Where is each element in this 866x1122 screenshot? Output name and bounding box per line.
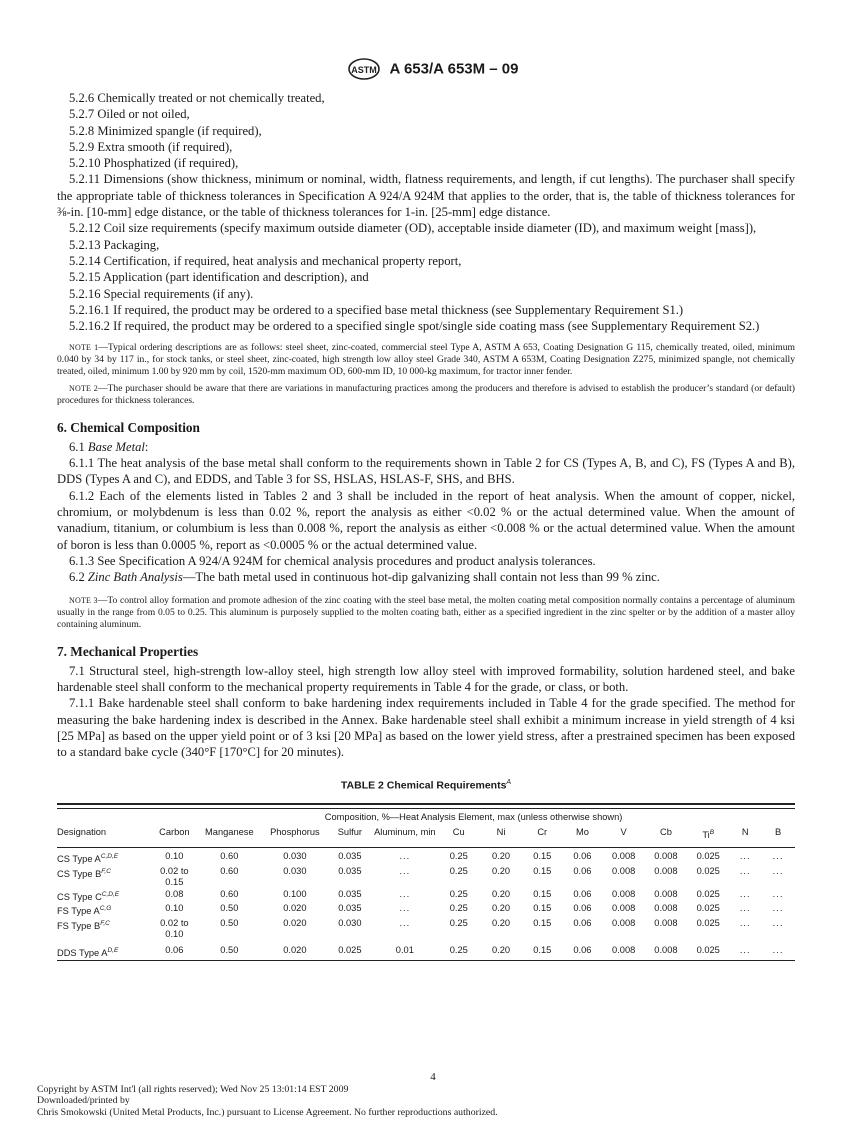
table-cell: ... <box>399 917 411 928</box>
table-cell: 0.60 <box>220 888 239 899</box>
table-cell: 0.035 <box>338 888 362 899</box>
column-header-ti <box>687 827 729 848</box>
note-label: NOTE 2 <box>69 384 98 394</box>
designation-text: CS Type C <box>57 891 102 902</box>
table-cell: 0.15 <box>533 888 552 899</box>
table-row <box>57 903 795 918</box>
table-cell: 0.25 <box>449 903 468 914</box>
table-cell: 0.025 <box>338 945 362 956</box>
table-cell: ... <box>772 888 784 899</box>
table-cell: 0.035 <box>338 903 362 914</box>
footer-line: Copyright by ASTM Int'l (all rights reserved); Wed Nov 25 13:01:14 EST 2009 <box>37 1084 349 1095</box>
table-row <box>57 918 795 941</box>
note-label: NOTE 3 <box>69 596 98 606</box>
table-cell: 0.20 <box>491 851 511 862</box>
table-cell: ... <box>772 865 784 876</box>
table-cell: ... <box>739 945 751 956</box>
designation-footnote: F,C <box>100 919 110 927</box>
row-designation <box>57 918 152 941</box>
page-footer <box>37 1084 498 1118</box>
note-text: —Typical ordering descriptions are as follows: steel sheet, zinc-coated, commercial steel Type A, ASTM A 653, Coating Designation G 115, chemically treated, oiled, minimum 0.040 by 34 by 117 in., for stock tanks, or steel sheet, zinc-coated, high strength low alloy steel Grade 340, ASTM A 653M, Coating Designation Z275, minimized spangle, not chemically treated, oiled, minimum 1.00 by 920 mm by coil, 1520-mm maximum OD, 600-mm ID, 10 000-kg maximum, for tractor inner fender. <box>57 342 795 378</box>
table-cell: 0.60 <box>220 865 239 876</box>
table-cell: ... <box>399 865 411 876</box>
table-cell: 0.008 <box>612 917 636 928</box>
table-cell: 0.25 <box>449 888 468 899</box>
list-item: 5.2.7 Oiled or not oiled, <box>69 107 190 122</box>
note-1 <box>57 342 795 378</box>
column-header: Manganese <box>205 826 254 837</box>
page-number: 4 <box>430 1071 436 1083</box>
table-cell: 0.008 <box>612 945 636 956</box>
table-cell: 0.02 to 0.10 <box>160 917 189 939</box>
list-item: 5.2.14 Certification, if required, heat analysis and mechanical property report, <box>69 253 462 268</box>
table-cell: 0.15 <box>533 945 552 956</box>
page-header <box>0 58 866 80</box>
clause-number: 6.2 <box>69 570 88 585</box>
table-row <box>57 866 795 889</box>
astm-logo-icon <box>348 58 380 80</box>
table-cell: 0.25 <box>449 917 468 928</box>
paragraph-6-1-3: 6.1.3 See Specification A 924/A 924M for chemical analysis procedures and product analysis tolerances. <box>69 553 596 568</box>
row-designation <box>57 889 152 904</box>
column-header: N <box>741 826 749 837</box>
table-cell: 0.020 <box>283 903 307 914</box>
table-cell: 0.50 <box>220 903 239 914</box>
table-cell: 0.020 <box>283 945 307 956</box>
footer-line: Chris Smokowski (United Metal Products, Inc.) pursuant to License Agreement. No further reproductions authorized. <box>37 1106 498 1118</box>
column-header: Sulfur <box>337 826 362 837</box>
row-designation <box>57 940 152 960</box>
table-cell: 0.008 <box>654 888 678 899</box>
section-heading: 7. Mechanical Properties <box>57 644 199 660</box>
document-title: A 653/A 653M – 09 <box>389 60 519 78</box>
table-cell: 0.020 <box>283 917 307 928</box>
table-cell: ... <box>399 903 411 914</box>
table-cell: 0.008 <box>654 917 678 928</box>
table-cell: ... <box>399 888 411 899</box>
list-item: 5.2.13 Packaging, <box>69 237 160 252</box>
designation-text: CS Type A <box>57 854 101 865</box>
table-cell: 0.50 <box>220 917 239 928</box>
column-header: Ni <box>496 826 506 837</box>
paragraph-6-1-2: 6.1.2 Each of the elements listed in Tables 2 and 3 shall be included in the report of heat analysis. When the amount of copper, nickel, chromium, or molybdenum is less than 0.02 %, report the analysis as either <0.02 % or the actual determined value. When the amount of vanadium, titanium, or columbium is less than 0.008 %, report the analysis as either <0.008 % or the actual determined value. When the amount of boron is less than 0.0005 %, report as <0.0005 % or the actual determined value. <box>57 488 795 552</box>
footer-line: Downloaded/printed by <box>37 1095 130 1107</box>
span-header: Composition, %—Heat Analysis Element, max (unless otherwise shown) <box>324 812 623 823</box>
table-cell: 0.25 <box>449 851 468 862</box>
table-cell: 0.25 <box>449 865 468 876</box>
table-row <box>57 889 795 904</box>
table-cell: 0.20 <box>491 945 511 956</box>
table-cell: 0.025 <box>696 865 720 876</box>
table-title-footnote: A <box>506 778 512 786</box>
row-designation <box>57 866 152 889</box>
table-cell: 0.035 <box>338 851 362 862</box>
table-cell: 0.15 <box>533 917 552 928</box>
clause-tail: : <box>144 439 149 454</box>
note-label: NOTE 1 <box>69 343 99 353</box>
table-cell: 0.20 <box>491 888 511 899</box>
note-text: —To control alloy formation and promote adhesion of the zinc coating with the steel base metal, the molten coating metal composition normally contains a percentage of aluminum usually in the range from 0.05 to 0.25. This aluminum is purposely supplied to the molten coating bath, either as a specified ingredient in the zinc spelter or by the addition of a master alloy containing aluminum. <box>57 595 796 631</box>
table-cell: ... <box>739 917 751 928</box>
column-footnote: B <box>709 828 715 836</box>
designation-footnote: F,C <box>101 867 111 875</box>
table-cell: ... <box>739 865 751 876</box>
list-item: 5.2.6 Chemically treated or not chemically treated, <box>69 91 325 105</box>
clause-title: Zinc Bath Analysis <box>87 570 183 585</box>
paragraph-7-1-1: 7.1.1 Bake hardenable steel shall conform to bake hardening index requirements included in Table 4 for the grade specified. The method for measuring the bake hardening index is described in the Annex. Bake hardenable steel shall exhibit a minimum increase in yield strength of 4 ksi [25 MPa] as based on the upper yield point or of 3 ksi [20 MPa] as based on the lower yield stress, after a prestrained specimen has been exposed to a standard bake cycle (340°F [170°C] for 20 minutes). <box>57 696 795 760</box>
table-cell: ... <box>772 851 784 862</box>
table-cell: 0.50 <box>220 945 239 956</box>
column-header: V <box>620 826 627 837</box>
column-header: Cu <box>452 826 465 837</box>
table-cell: 0.06 <box>573 865 592 876</box>
table-cell: 0.01 <box>395 945 414 956</box>
table-cell: 0.15 <box>533 865 552 876</box>
table-cell: 0.10 <box>165 851 184 862</box>
table-cell: 0.008 <box>612 903 636 914</box>
paragraph-6-1-1: 6.1.1 The heat analysis of the base metal shall conform to the requirements shown in Table 2 for CS (Types A, B, and C), FS (Types A and B), DDS (Types A and C), and EDDS, and Table 3 for SS, HSLAS, HSLAS-F, SHS, and BHS. <box>57 456 795 487</box>
table-header-row <box>57 827 795 848</box>
list-item: 5.2.9 Extra smooth (if required), <box>69 139 233 154</box>
table-cell: 0.100 <box>283 888 307 899</box>
table-title-text: TABLE 2 Chemical Requirements <box>340 779 507 791</box>
table-cell: 0.06 <box>165 945 184 956</box>
clause-title: Base Metal <box>87 439 145 454</box>
column-header: Designation <box>57 826 107 837</box>
table-cell: ... <box>739 851 751 862</box>
column-header: Aluminum, min <box>374 826 436 837</box>
column-header: Ti <box>702 829 710 840</box>
designation-footnote: D,E <box>107 947 119 955</box>
paragraph-7-1: 7.1 Structural steel, high-strength low-alloy steel, high strength low alloy steel with improved formability, solution hardened steel, and bake hardenable steel shall conform to the mechanical property requirements in Table 4 for the grade, or class, or both. <box>57 663 795 695</box>
table-cell: 0.06 <box>573 888 592 899</box>
table-cell: 0.030 <box>283 851 307 862</box>
column-header: Phosphorus <box>270 826 320 837</box>
svg-text:ASTM: ASTM <box>350 65 377 75</box>
table-cell: 0.008 <box>654 865 678 876</box>
row-designation <box>57 903 152 918</box>
table-cell: 0.008 <box>612 851 636 862</box>
note-3 <box>57 595 795 631</box>
table-cell: ... <box>772 945 784 956</box>
paragraph-6-2 <box>57 569 795 585</box>
table-cell: 0.025 <box>696 903 720 914</box>
table-cell: 0.15 <box>533 851 552 862</box>
paragraph-6-1 <box>57 439 795 455</box>
table-cell: 0.02 to 0.15 <box>160 865 189 888</box>
designation-footnote: C,D,E <box>101 890 120 898</box>
list-item: 5.2.8 Minimized spangle (if required), <box>69 123 262 138</box>
column-header: Mo <box>575 826 589 837</box>
table-cell: ... <box>772 903 784 914</box>
designation-text: FS Type A <box>57 906 100 917</box>
table-cell: 0.06 <box>573 917 592 928</box>
table-cell: 0.25 <box>449 945 468 956</box>
table-cell: 0.10 <box>165 903 184 914</box>
column-header: B <box>774 826 782 837</box>
designation-footnote: C,G <box>99 905 112 913</box>
table-cell: 0.06 <box>573 903 592 914</box>
table-cell: 0.008 <box>654 851 678 862</box>
table-cell: ... <box>399 851 411 862</box>
table-row <box>57 851 795 866</box>
table-cell: 0.035 <box>338 865 362 876</box>
list-item: 5.2.15 Application (part identification and description), and <box>69 270 369 285</box>
table-cell: ... <box>739 888 751 899</box>
note-text: —The purchaser should be aware that there are variations in manufacturing practices among the producers and therefore is advised to establish the producer’s standard (or default) procedures for thickness tolerances. <box>57 383 795 407</box>
note-2 <box>57 383 795 407</box>
chemical-requirements-table <box>57 803 795 961</box>
list-item: 5.2.16 Special requirements (if any). <box>69 286 254 301</box>
table-cell: ... <box>739 903 751 914</box>
table-cell: 0.20 <box>491 865 511 876</box>
section-heading: 6. Chemical Composition <box>57 420 200 436</box>
table-cell: 0.025 <box>696 851 720 862</box>
table-cell: 0.20 <box>491 903 511 914</box>
column-header: Cb <box>659 826 672 837</box>
list-item: 5.2.16.1 If required, the product may be ordered to a specified base metal thickness (see Supplementary Requirement S1.) <box>69 302 684 317</box>
table-cell: 0.030 <box>338 917 362 928</box>
designation-footnote: C,D,E <box>100 853 119 861</box>
table-cell: 0.60 <box>220 851 239 862</box>
paragraph-5-2-12: 5.2.12 Coil size requirements (specify maximum outside diameter (OD), acceptable inside diameter (ID), and maximum weight [mass]), <box>69 221 757 236</box>
table-cell: 0.008 <box>654 903 678 914</box>
clause-tail: —The bath metal used in continuous hot-dip galvanizing shall contain not less than 99 % zinc. <box>182 570 660 585</box>
table-cell: 0.025 <box>696 888 720 899</box>
table-title <box>57 775 795 794</box>
column-header: Cr <box>537 826 548 837</box>
designation-text: CS Type B <box>57 868 102 879</box>
table-cell: 0.025 <box>696 917 720 928</box>
column-header: Carbon <box>159 826 190 837</box>
row-designation <box>57 851 152 866</box>
designation-text: FS Type B <box>57 920 101 931</box>
list-item: 5.2.10 Phosphatized (if required), <box>69 156 239 171</box>
table-cell: 0.008 <box>654 945 678 956</box>
table-cell: 0.20 <box>491 917 511 928</box>
table-cell: 0.025 <box>696 945 720 956</box>
clause-number: 6.1 <box>69 439 88 454</box>
paragraph-5-2-16-2: 5.2.16.2 If required, the product may be ordered to a specified single spot/single side coating mass (see Supplementary Requirement S2.) <box>69 319 760 334</box>
table-cell: 0.008 <box>612 888 636 899</box>
table-cell: 0.008 <box>612 865 636 876</box>
table-cell: 0.06 <box>573 851 592 862</box>
table-cell: 0.030 <box>283 865 307 876</box>
designation-text: DDS Type A <box>57 948 108 959</box>
paragraph-5-2-11: 5.2.11 Dimensions (show thickness, minimum or nominal, width, flatness requirements, and length, if cut lengths). The purchaser shall specify the appropriate table of thickness tolerances in Specification A 924/A 924M that applies to the order, that is, the table of thickness tolerances for ⅜-in. [10-mm] edge distance, or the table of thickness tolerances for 1-in. [25-mm] edge distance. <box>57 172 795 220</box>
table-row <box>57 940 795 960</box>
table-cell: ... <box>772 917 784 928</box>
table-cell: 0.08 <box>165 888 184 899</box>
table-cell: 0.15 <box>533 903 552 914</box>
document-body <box>57 90 795 961</box>
table-cell: 0.06 <box>573 945 592 956</box>
